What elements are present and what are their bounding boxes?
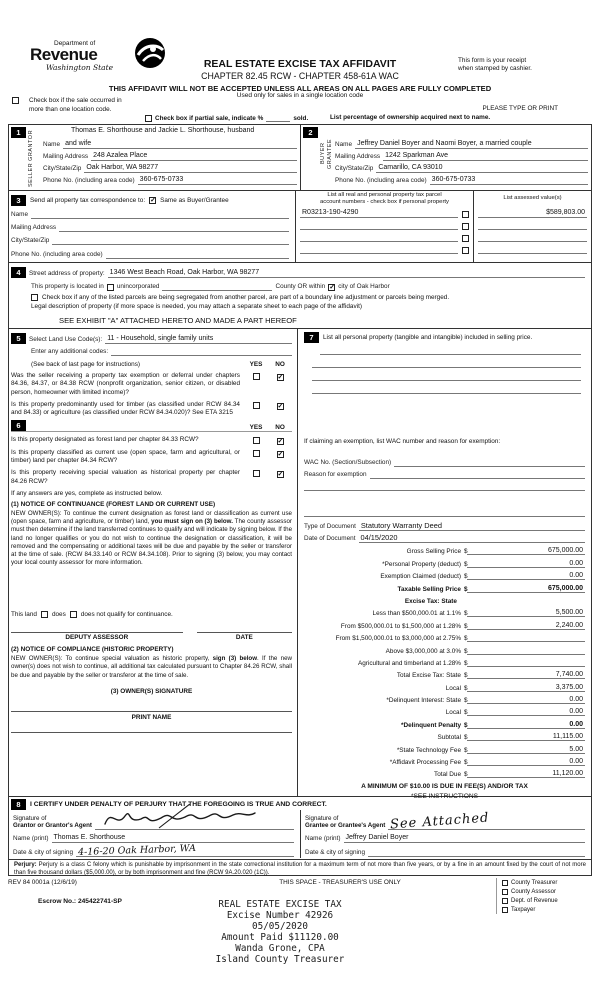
property-address-section (9, 263, 591, 329)
tax-row: From $1,500,000.01 to $3,000,000 at 2.75% $ (304, 630, 585, 642)
yes-checkbox[interactable] (253, 437, 260, 444)
no-checkbox[interactable]: ✓ (277, 402, 284, 410)
dept-of-revenue-checkbox[interactable] (502, 898, 508, 904)
section-4-number: 4 (11, 267, 26, 278)
buyer-mailing-label: Mailing Address (335, 153, 381, 160)
buyer-mailing-field[interactable]: 1242 Sparkman Ave (383, 152, 588, 161)
seller-phone-label: Phone No. (including area code) (43, 177, 135, 184)
deputy-assessor-label: DEPUTY ASSESSOR (65, 634, 129, 642)
minimum-due-note: A MINIMUM OF $10.00 IS DUE IN FEE(S) AND/OR TAX (361, 783, 528, 791)
single-location-note: Used only for sales in a single location code (236, 92, 364, 99)
corr-mailing-label: Mailing Address (11, 224, 57, 231)
grantee-date-city-field[interactable] (368, 848, 585, 857)
no-header: NO (275, 423, 285, 431)
left-column (9, 329, 298, 796)
buyer-section (300, 125, 591, 190)
question-text: Is this property receiving special valuation as historical property per chapter 84.26 RCW? (11, 469, 240, 485)
grantor-date-city-label: Date & city of signing (13, 849, 74, 856)
receipt-note (458, 57, 558, 74)
assessed-header: List assessed value(s) (503, 195, 562, 201)
does-not-label: does not qualify for continuance. (80, 611, 173, 619)
question-row (11, 449, 292, 466)
section-6-number: 6 (11, 420, 26, 431)
if-yes-note: If any answers are yes, complete as instructed below. (11, 489, 163, 497)
multi-location-checkbox[interactable] (12, 97, 19, 104)
stamp-line: 05/05/2020 (252, 920, 308, 932)
parcel-personal-checkbox[interactable] (462, 211, 469, 218)
certify-statement: I CERTIFY UNDER PENALTY OF PERJURY THAT THE FOREGOING IS TRUE AND CORRECT. (30, 801, 327, 808)
buyer-grantee-side-label: BUYER GRANTEE (320, 138, 333, 169)
buyer-name-field[interactable]: Jeffrey Daniel Boyer and Naomi Boyer, a married couple (355, 140, 588, 149)
does-qualify-checkbox[interactable] (41, 611, 48, 618)
buyer-csz-field[interactable]: Camarillo, CA 93010 (376, 164, 588, 173)
grantor-date-city-handwriting: 4-16-20 Oak Harbor, WA (77, 842, 197, 859)
form-subtitle: CHAPTER 82.45 RCW - CHAPTER 458-61A WAC (201, 71, 399, 81)
see-back-note: (See back of last page for instructions) (31, 361, 141, 368)
multi-location-label-line1: Check box if the sale occurred in (29, 97, 122, 104)
grantee-signature-block (300, 810, 591, 858)
grantor-name-print-label: Name (print) (13, 835, 49, 842)
grantor-signature-field[interactable] (95, 816, 294, 830)
question-text: Was the seller receiving a property tax exemption or deferral under chapters 84.36, 84.37, or 84.38 RCW (nonprofit organization, senior citizen, or disabled person, homeowner with limited income)? (11, 372, 240, 396)
section-1-number: 1 (11, 127, 26, 138)
no-header: NO (275, 361, 285, 368)
taxpayer-label: Taxpayer (511, 906, 536, 913)
certification-section (9, 797, 591, 859)
yes-checkbox[interactable] (253, 470, 260, 477)
located-in-label: This property is located in (31, 283, 104, 290)
exemption-claim-label: If claiming an exemption, list WAC number and reason for exemption: (304, 438, 501, 445)
county-treasurer-label: County Treasurer (511, 879, 558, 886)
buyer-csz-label: City/State/Zip (335, 165, 374, 172)
form-title: REAL ESTATE EXCISE TAX AFFIDAVIT (203, 58, 397, 70)
owners-signature-label: (3) OWNER(S) SIGNATURE (110, 687, 193, 695)
tax-row: *Delinquent Penalty $ 0.00 (400, 720, 583, 729)
same-as-buyer-checkbox[interactable]: ✓ (150, 196, 156, 204)
section-5-number: 5 (11, 333, 26, 344)
print-name-line[interactable] (11, 721, 292, 733)
seller-mailing-field[interactable]: 248 Azalea Place (91, 152, 297, 161)
tax-value-field[interactable] (467, 654, 585, 655)
receipt-note-line2: when stamped by cashier. (458, 65, 532, 73)
send-correspondence-label: Send all property tax correspondence to: (30, 196, 146, 204)
perjury-text: Perjury is a class C felony which is punishable by imprisonment in the state correctional institution for a maximum term of not more than five years, or by a fine in an amount fixed by the court of not more than five thousand dollars ($5,000.00), or by both imprisonment and fine (RCW 9A.20.020 (1C)). (14, 862, 586, 876)
corr-mailing-field[interactable] (59, 223, 289, 232)
seller-name-field[interactable]: and wife (63, 140, 297, 149)
escrow-value: 245422741-SP (77, 898, 122, 905)
no-checkbox[interactable]: ✓ (277, 471, 284, 479)
county-assessor-checkbox[interactable] (502, 889, 508, 895)
segregated-checkbox[interactable] (31, 294, 38, 301)
question-row (11, 436, 292, 445)
corr-phone-field[interactable] (106, 250, 289, 259)
tax-value-field[interactable]: 675,000.00 (467, 547, 585, 555)
perjury-notice (9, 859, 591, 879)
tax-row: Total Excise Tax: State $ 7,740.00 (396, 671, 583, 680)
tax-value-field[interactable]: 0.00 (467, 560, 585, 568)
stamp-line: Excise Number 42926 (226, 909, 334, 921)
section-3-number: 3 (11, 195, 26, 206)
question-text: Is this property designated as forest land per chapter 84.33 RCW? (11, 435, 199, 443)
taxpayer-checkbox[interactable] (502, 907, 508, 913)
corr-csz-field[interactable] (52, 236, 289, 245)
excise-tax-state-header: Excise Tax: State (404, 597, 457, 605)
doc-date-label: Date of Document (304, 535, 356, 542)
assessed-values-column (473, 191, 591, 262)
land-use-field[interactable]: 11 - Household, single family units (105, 335, 292, 344)
grantor-name-print-field[interactable]: Thomas E. Shorthouse (52, 834, 294, 843)
land-use-label: Select Land Use Code(s): (29, 336, 103, 343)
dept-of-revenue-label: Dept. of Revenue (511, 897, 558, 904)
logo-revenue: Revenue (30, 45, 98, 64)
same-as-buyer-label: Same as Buyer/Grantee (160, 196, 229, 204)
routing-checkbox-list (496, 878, 582, 914)
tax-row: Local $ 0.00 (445, 708, 583, 717)
rev-form-number: REV 84 0001a (12/6/19) (8, 879, 77, 886)
receipt-note-line1: This form is your receipt (458, 57, 527, 64)
yes-header: YES (249, 361, 263, 368)
personal-property-label: List all personal property (tangible and intangible) included in selling price. (323, 333, 533, 341)
tax-row: *Delinquent Interest: State $ 0.00 (386, 696, 583, 705)
tax-value-field[interactable]: 7,740.00 (467, 671, 585, 679)
parcel-field[interactable]: R03213-190-4290 (300, 209, 458, 218)
county-assessor-label: County Assessor (511, 888, 557, 895)
additional-codes-field[interactable] (111, 347, 292, 356)
personal-property-line[interactable] (320, 343, 581, 355)
reason-exemption-line[interactable] (304, 479, 585, 491)
grantee-signature-handwriting: See Attached (389, 810, 491, 833)
parcel-numbers-column (295, 191, 473, 262)
section-7-number: 7 (304, 332, 319, 343)
qualify-pre-label: This land (11, 611, 37, 619)
question-row (11, 401, 292, 418)
tax-value-field[interactable] (467, 641, 585, 642)
tax-value-field[interactable]: 2,240.00 (467, 622, 585, 630)
city-of-label: city of Oak Harbor (338, 283, 390, 290)
corr-csz-label: City/State/Zip (11, 237, 50, 244)
question-row (11, 372, 292, 397)
tax-correspondence-section (9, 191, 295, 262)
grantor-sig-label: Signature of Grantor or Grantor's Agent (13, 814, 92, 830)
grantee-sig-label: Signature of Grantee or Grantee's Agent (305, 814, 386, 830)
grantee-name-print-label: Name (print) (305, 835, 341, 842)
grantor-signature-block (9, 810, 300, 858)
seller-section (9, 125, 300, 190)
seller-mailing-label: Mailing Address (43, 153, 89, 160)
unincorporated-label: unincorporated (116, 283, 160, 290)
seller-csz-field[interactable]: Oak Harbor, WA 98277 (84, 164, 297, 173)
seller-name-label: Name (43, 141, 61, 148)
treasurer-stamp (170, 900, 390, 966)
section-8-number: 8 (11, 799, 26, 810)
wac-number-label: WAC No. (Section/Subsection) (304, 459, 392, 466)
county-treasurer-checkbox[interactable] (502, 880, 508, 886)
personal-property-line[interactable] (312, 355, 581, 368)
right-column (298, 329, 591, 801)
grantee-name-print-field[interactable]: Jeffrey Daniel Boyer (344, 834, 585, 843)
seller-grantor-side-label: SELLER GRANTOR (28, 129, 34, 188)
buyer-name-label: Name (335, 141, 353, 148)
assessor-date-label: DATE (235, 634, 253, 642)
tax-row: Taxable Selling Price $ 675,000.00 (397, 584, 583, 593)
partial-sale-checkbox[interactable] (145, 115, 152, 122)
corr-name-field[interactable] (31, 210, 289, 219)
no-checkbox[interactable]: ✓ (277, 374, 284, 381)
personal-property-line[interactable] (312, 381, 581, 394)
tax-row: Exemption Claimed (deduct) $ 0.00 (380, 572, 583, 581)
form-notice: THIS AFFIDAVIT WILL NOT BE ACCEPTED UNLESS ALL AREAS ON ALL PAGES ARE FULLY COMPLETED (108, 84, 492, 93)
question-text: Is this property predominantly used for timber (as classified under RCW 84.34 and 84.33) or agriculture (as classified under RCW 84.34.020)? See ETA 3215 (11, 400, 240, 417)
parcel-personal-checkbox[interactable] (462, 235, 469, 242)
tax-value-field[interactable]: 11,115.00 (467, 733, 585, 741)
question-text: Is this property classified as current use (open space, farm and agricultural, or timber) land per chapter 84.34 RCW? (11, 448, 240, 464)
stamp-line: Amount Paid $11120.00 (221, 931, 339, 943)
yes-checkbox[interactable] (253, 402, 260, 409)
tax-row: Subtotal $ 11,115.00 (437, 733, 583, 742)
yes-header: YES (249, 423, 263, 431)
tax-row: *State Technology Fee $ 5.00 (396, 745, 583, 754)
tax-value-field[interactable]: 0.00 (467, 758, 585, 766)
reason-exemption-label: Reason for exemption (304, 471, 367, 478)
tax-row: *Affidavit Processing Fee $ 0.00 (389, 758, 583, 767)
county-or-within-label: County OR within (275, 283, 326, 290)
notice-compliance-body: NEW OWNER(S): To continue special valuation as historic property, sign (3) below. If the new owner(s) does not wish to continue, all additional tax calculated pursuant to Chapter 84.26 RCW, shall be due and payable by the seller or transferor at the time of sale. (11, 655, 292, 679)
legal-description-value[interactable]: SEE EXHIBIT "A" ATTACHED HERETO AND MADE A PART HEREOF (59, 316, 297, 325)
partial-sale-percent-field[interactable] (266, 113, 290, 122)
partial-sale-sold-label: sold. (293, 115, 309, 122)
corr-name-label: Name (11, 211, 29, 218)
stamp-line: REAL ESTATE EXCISE TAX (218, 899, 342, 910)
yes-checkbox[interactable] (253, 450, 260, 457)
no-checkbox[interactable]: ✓ (277, 450, 284, 458)
county-field[interactable] (162, 282, 272, 291)
wac-number-field[interactable] (394, 458, 585, 467)
tax-row: *Personal Property (deduct) $ 0.00 (382, 559, 583, 568)
parcel-personal-checkbox[interactable] (462, 247, 469, 254)
no-checkbox[interactable]: ✓ (277, 437, 284, 445)
question-row (11, 469, 292, 486)
parcel-header: List all real and personal property tax parcel account numbers - check box if personal property (319, 192, 449, 205)
see-instructions-note: *SEE INSTRUCTIONS (410, 793, 479, 801)
doc-type-field[interactable]: Statutory Warranty Deed (359, 521, 585, 531)
form-body (8, 124, 592, 876)
logo-washington-state: Washington State (46, 63, 114, 73)
tax-row: Total Due $ 11,120.00 (434, 770, 583, 779)
tax-row: From $500,000.01 to $1,500,000 at 1.28% $ 2,240.00 (340, 621, 583, 630)
print-name-label: PRINT NAME (131, 713, 172, 721)
tax-value-field[interactable]: 3,375.00 (467, 684, 585, 692)
tax-value-field[interactable]: 0.00 (467, 572, 585, 580)
personal-property-line[interactable] (312, 368, 581, 381)
tax-value-field[interactable]: 675,000.00 (467, 585, 585, 593)
buyer-phone-label: Phone No. (including area code) (335, 177, 427, 184)
assessed-field[interactable]: $589,803.00 (478, 209, 587, 218)
tax-value-field[interactable]: 0.00 (467, 721, 585, 729)
parcel-personal-checkbox[interactable] (462, 223, 469, 230)
does-label: does (51, 611, 66, 619)
owners-signature-line[interactable] (11, 695, 292, 712)
grantor-signature-scribble (99, 804, 259, 830)
stamp-line: Island County Treasurer (215, 953, 345, 965)
multi-location-label (29, 97, 122, 115)
doc-date-field[interactable]: 04/15/2020 (359, 533, 585, 543)
street-address-field[interactable]: 1346 West Beach Road, Oak Harbor, WA 98277 (108, 269, 585, 278)
reason-exemption-field[interactable] (370, 470, 585, 479)
notice-compliance-title: (2) NOTICE OF COMPLIANCE (HISTORIC PROPERTY) (11, 646, 174, 654)
corr-phone-label: Phone No. (including area code) (11, 251, 103, 258)
logo-dept-of: Department of (54, 40, 96, 47)
partial-sale-label: Check box if partial sale, indicate % (155, 115, 264, 122)
tax-row: Agricultural and timberland at 1.28% $ (304, 655, 585, 667)
reason-exemption-line[interactable] (304, 491, 585, 517)
yes-checkbox[interactable] (253, 373, 260, 380)
stamp-line: Wanda Grone, CPA (235, 942, 325, 954)
grantee-signature-field[interactable] (388, 810, 585, 833)
tax-value-field[interactable]: 0.00 (467, 696, 585, 704)
ownership-percent-label: List percentage of ownership acquired next to name. (330, 114, 491, 121)
buyer-phone-field[interactable]: 360-675-0733 (430, 176, 588, 185)
tax-row: Gross Selling Price $ 675,000.00 (406, 547, 583, 556)
parcel-field[interactable] (300, 245, 458, 254)
street-address-label: Street address of property: (29, 270, 105, 277)
notice-continuance-title: (1) NOTICE OF CONTINUANCE (FOREST LAND OR CURRENT USE) (11, 500, 216, 508)
unincorporated-checkbox[interactable] (107, 284, 114, 291)
tax-row: Above $3,000,000 at 3.0% $ (304, 642, 585, 654)
tax-value-field[interactable] (467, 666, 585, 667)
tax-value-field[interactable]: 0.00 (467, 708, 585, 716)
parcel-field[interactable] (300, 233, 458, 242)
legal-description-label: Legal description of property (if more space is needed, you may attach a separate sheet to each page of the affidavit) (31, 303, 362, 310)
escrow-number (38, 898, 122, 905)
treasurer-space-label: THIS SPACE - TREASURER'S USE ONLY (279, 879, 401, 886)
tax-row: Local $ 3,375.00 (445, 683, 583, 692)
assessed-field[interactable] (478, 221, 587, 230)
perjury-lead: Perjury: (14, 862, 37, 868)
seller-name-line1: Thomas E. Shorthouse and Jackie L. Shorthouse, husband (71, 127, 255, 134)
city-checkbox[interactable]: ✓ (329, 284, 336, 291)
doc-type-label: Type of Document (304, 523, 356, 530)
assessed-field[interactable] (478, 245, 587, 254)
tax-value-field[interactable]: 11,120.00 (467, 770, 585, 778)
escrow-label: Escrow No.: (38, 898, 77, 905)
segregated-label: Check box if any of the listed parcels are being segregated from another parcel, are part of a boundary line adjustment or parcels being merged. (42, 293, 450, 301)
seller-phone-field[interactable]: 360-675-0733 (138, 176, 297, 185)
additional-codes-label: Enter any additional codes: (31, 348, 109, 355)
does-not-qualify-checkbox[interactable] (70, 611, 77, 618)
notice-continuance-body: NEW OWNER(S): To continue the current designation as forest land or classification as current use (open space, farm and agriculture, or timber) land, you must sign on (3) below. The county assessor must then determine if the land transferred continues to qualify and will indicate by signing below. If the land no longer qualifies or you do not wish to continue the designation or classification, it will be removed and the compensating or additional taxes will be due and payable by the seller or transferor at the time of sale. (RCW 84.33.140 or RCW 84.34.108). Prior to signing (3) below, you may contact your local county assessor for more information. (11, 509, 293, 567)
tax-value-field[interactable]: 5,500.00 (467, 609, 585, 617)
please-type-or-print: PLEASE TYPE OR PRINT (482, 105, 558, 112)
grantor-date-city-field[interactable] (76, 842, 294, 859)
assessed-field[interactable] (478, 233, 587, 242)
section-2-number: 2 (303, 127, 318, 138)
multi-location-label-line2: more than one location code. (29, 105, 112, 113)
seller-csz-label: City/State/Zip (43, 165, 82, 172)
grantee-date-city-label: Date & city of signing (305, 849, 366, 856)
tax-row: Less than $500,000.01 at 1.1% $ 5,500.00 (372, 609, 583, 618)
tax-value-field[interactable]: 5.00 (467, 746, 585, 754)
parcel-field[interactable] (300, 221, 458, 230)
